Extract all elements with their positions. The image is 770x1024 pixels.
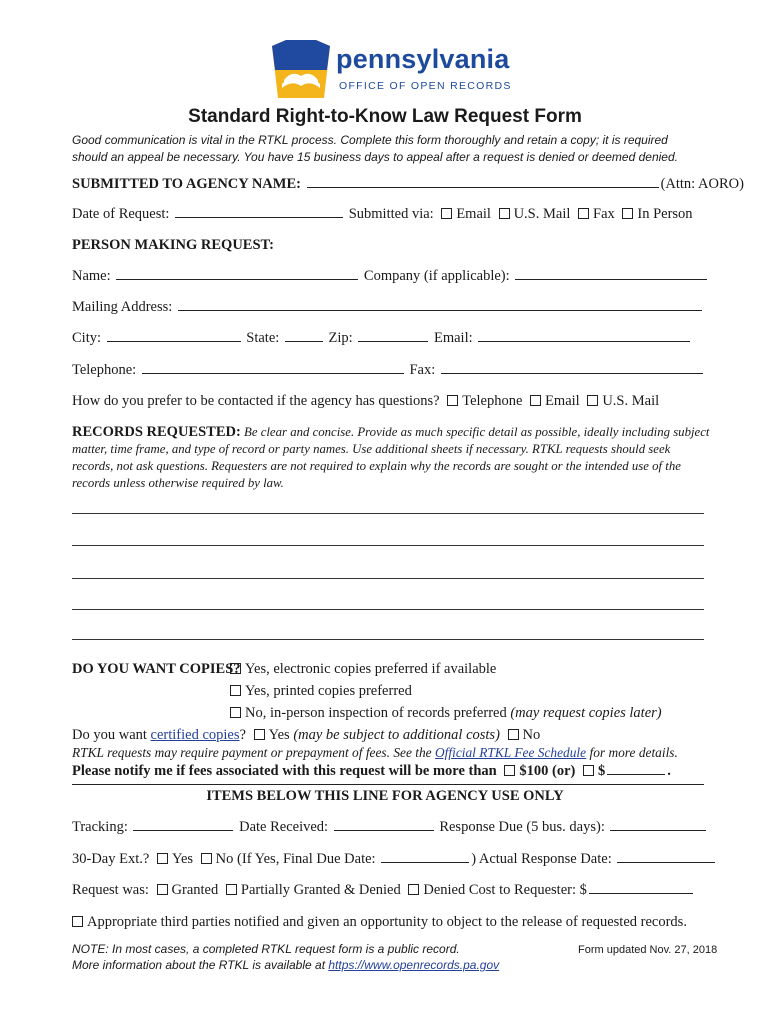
company-field[interactable] (515, 278, 707, 280)
copies-printed-option[interactable]: Yes, printed copies preferred (226, 683, 412, 700)
tracking-field[interactable] (133, 829, 233, 831)
actual-date-field[interactable] (617, 861, 715, 863)
address-row (72, 299, 704, 316)
via-mail-option[interactable]: U.S. Mail (495, 206, 571, 222)
agency-divider (72, 784, 704, 785)
email-field[interactable] (478, 340, 690, 342)
fee-limit-field[interactable] (607, 773, 665, 775)
certified-row: Do you want certified copies? Yes (may be subject to additional costs) No (72, 727, 541, 743)
contact-row (72, 393, 659, 410)
agency-label: SUBMITTED TO AGENCY NAME: (72, 176, 301, 192)
agency-name-field[interactable] (307, 186, 659, 188)
keystone-book-icon (270, 40, 332, 100)
certified-copies-link[interactable]: certified copies (150, 727, 240, 743)
extension-row: 30-Day Ext.? Yes No (If Yes, Final Due Date: ) Actual Response Date: (72, 851, 717, 868)
logo-subtitle: OFFICE OF OPEN RECORDS (339, 80, 512, 92)
intro-line-1: Good communication is vital in the RTKL process. Complete this form thoroughly and retain a copy; it is required (72, 133, 668, 147)
contact-mail-option[interactable]: U.S. Mail (583, 393, 659, 409)
checkbox-icon[interactable] (230, 663, 241, 674)
records-line-2[interactable] (72, 545, 704, 546)
ext-yes-option[interactable]: Yes (153, 851, 193, 867)
final-due-field[interactable] (381, 861, 469, 863)
contact-telephone-option[interactable]: Telephone (443, 393, 522, 409)
address-field[interactable] (178, 309, 702, 311)
agency-attn: (Attn: AORO) (660, 176, 744, 192)
date-label: Date of Request: (72, 206, 170, 222)
request-status-row: Request was: Granted Partially Granted & Denied Denied Cost to Requester: $ (72, 882, 695, 899)
fee-row: RTKL requests may require payment or prepayment of fees. See the Official RTKL Fee Schedule for more details. (72, 745, 678, 760)
records-line-4[interactable] (72, 609, 704, 610)
date-row (72, 206, 693, 223)
checkbox-icon[interactable] (441, 208, 452, 219)
notify-row: Please notify me if fees associated with this request will be more than $100 (or) $ . (72, 763, 671, 779)
fax-field[interactable] (441, 372, 703, 374)
cost-field[interactable] (589, 892, 693, 894)
records-label: RECORDS REQUESTED: (72, 424, 241, 440)
checkbox-icon[interactable] (499, 208, 510, 219)
date-field[interactable] (175, 216, 343, 218)
granted-option[interactable]: Granted (153, 882, 219, 898)
company-label: Company (if applicable): (363, 268, 510, 284)
name-field[interactable] (116, 278, 358, 280)
zip-label: Zip: (328, 330, 353, 346)
checkbox-icon[interactable] (408, 884, 419, 895)
form-updated: Form updated Nov. 27, 2018 (578, 944, 718, 956)
checkbox-icon[interactable] (508, 729, 519, 740)
checkbox-icon[interactable] (254, 729, 265, 740)
tracking-row: Tracking: Date Received: Response Due (5 bus. days): (72, 819, 708, 836)
checkbox-icon[interactable] (157, 884, 168, 895)
person-heading: PERSON MAKING REQUEST: (72, 237, 274, 253)
checkbox-icon[interactable] (157, 853, 168, 864)
checkbox-icon[interactable] (587, 395, 598, 406)
logo-name: pennsylvania (336, 44, 510, 74)
received-field[interactable] (334, 829, 434, 831)
footer-note-1: NOTE: In most cases, a completed RTKL request form is a public record. (72, 942, 460, 956)
name-label: Name: (72, 268, 111, 284)
zip-field[interactable] (358, 340, 428, 342)
logo (270, 40, 530, 100)
phone-field[interactable] (142, 372, 404, 374)
records-line-3[interactable] (72, 578, 704, 579)
checkbox-icon[interactable] (447, 395, 458, 406)
denied-option[interactable]: Denied (404, 882, 465, 898)
city-label: City: (72, 330, 102, 346)
copies-label: DO YOU WANT COPIES? (72, 661, 241, 677)
copies-inspection-option[interactable]: No, in-person inspection of records preferred (may request copies later) (226, 705, 662, 722)
checkbox-icon[interactable] (230, 685, 241, 696)
checkbox-icon[interactable] (578, 208, 589, 219)
checkbox-icon[interactable] (226, 884, 237, 895)
records-line-5[interactable] (72, 639, 704, 640)
agency-use-heading: ITEMS BELOW THIS LINE FOR AGENCY USE ONLY (206, 788, 564, 804)
intro-line-2: should an appeal be necessary. You have 15 business days to appeal after a request is denied or deemed denied. (72, 150, 678, 164)
copies-electronic-option[interactable]: Yes, electronic copies preferred if available (226, 661, 496, 678)
checkbox-icon[interactable] (583, 765, 594, 776)
openrecords-link[interactable]: https://www.openrecords.pa.gov (328, 958, 500, 972)
state-label: State: (246, 330, 280, 346)
via-in-person-option[interactable]: In Person (618, 206, 692, 222)
name-row (72, 268, 709, 285)
contact-email-option[interactable]: Email (526, 393, 580, 409)
via-email-option[interactable]: Email (437, 206, 491, 222)
phone-label: Telephone: (72, 362, 137, 378)
city-row (72, 330, 692, 347)
fee-schedule-link[interactable]: Official RTKL Fee Schedule (434, 745, 587, 760)
email-label: Email: (433, 330, 473, 346)
checkbox-icon[interactable] (201, 853, 212, 864)
fax-label: Fax: (409, 362, 436, 378)
contact-question: How do you prefer to be contacted if the agency has questions? (72, 393, 440, 409)
page-title: Standard Right-to-Know Law Request Form (188, 106, 582, 127)
checkbox-icon[interactable] (530, 395, 541, 406)
address-label: Mailing Address: (72, 299, 173, 315)
checkbox-icon[interactable] (72, 916, 83, 927)
via-label: Submitted via: (348, 206, 434, 222)
partial-option[interactable]: Partially Granted & Denied (222, 882, 401, 898)
certified-yes-option[interactable]: Yes (250, 727, 290, 743)
due-field[interactable] (610, 829, 706, 831)
records-instructions: RECORDS REQUESTED: Be clear and concise. Provide as much specific detail as possible, ideally including subject matter, time frame, and type of record or party names. Use additional sheets if necessary. RTKL requests should seek records, not ask questions. Requesters are not required to explain why the records are sought or the intended use of the records unless otherwise required by law. (72, 424, 710, 490)
ext-no-option[interactable]: No (197, 851, 234, 867)
certified-no-option[interactable]: No (504, 727, 541, 743)
third-party-option[interactable]: Appropriate third parties notified and given an opportunity to object to the release of requested records. (68, 914, 687, 931)
phone-row (72, 362, 705, 379)
checkbox-icon[interactable] (504, 765, 515, 776)
agency-row (72, 176, 744, 193)
state-field[interactable] (285, 340, 323, 342)
checkbox-icon[interactable] (622, 208, 633, 219)
footer-note-2: More information about the RTKL is available at https://www.openrecords.pa.gov (72, 958, 500, 972)
checkbox-icon[interactable] (230, 707, 241, 718)
via-fax-option[interactable]: Fax (574, 206, 615, 222)
records-line-1[interactable] (72, 513, 704, 514)
city-field[interactable] (107, 340, 241, 342)
